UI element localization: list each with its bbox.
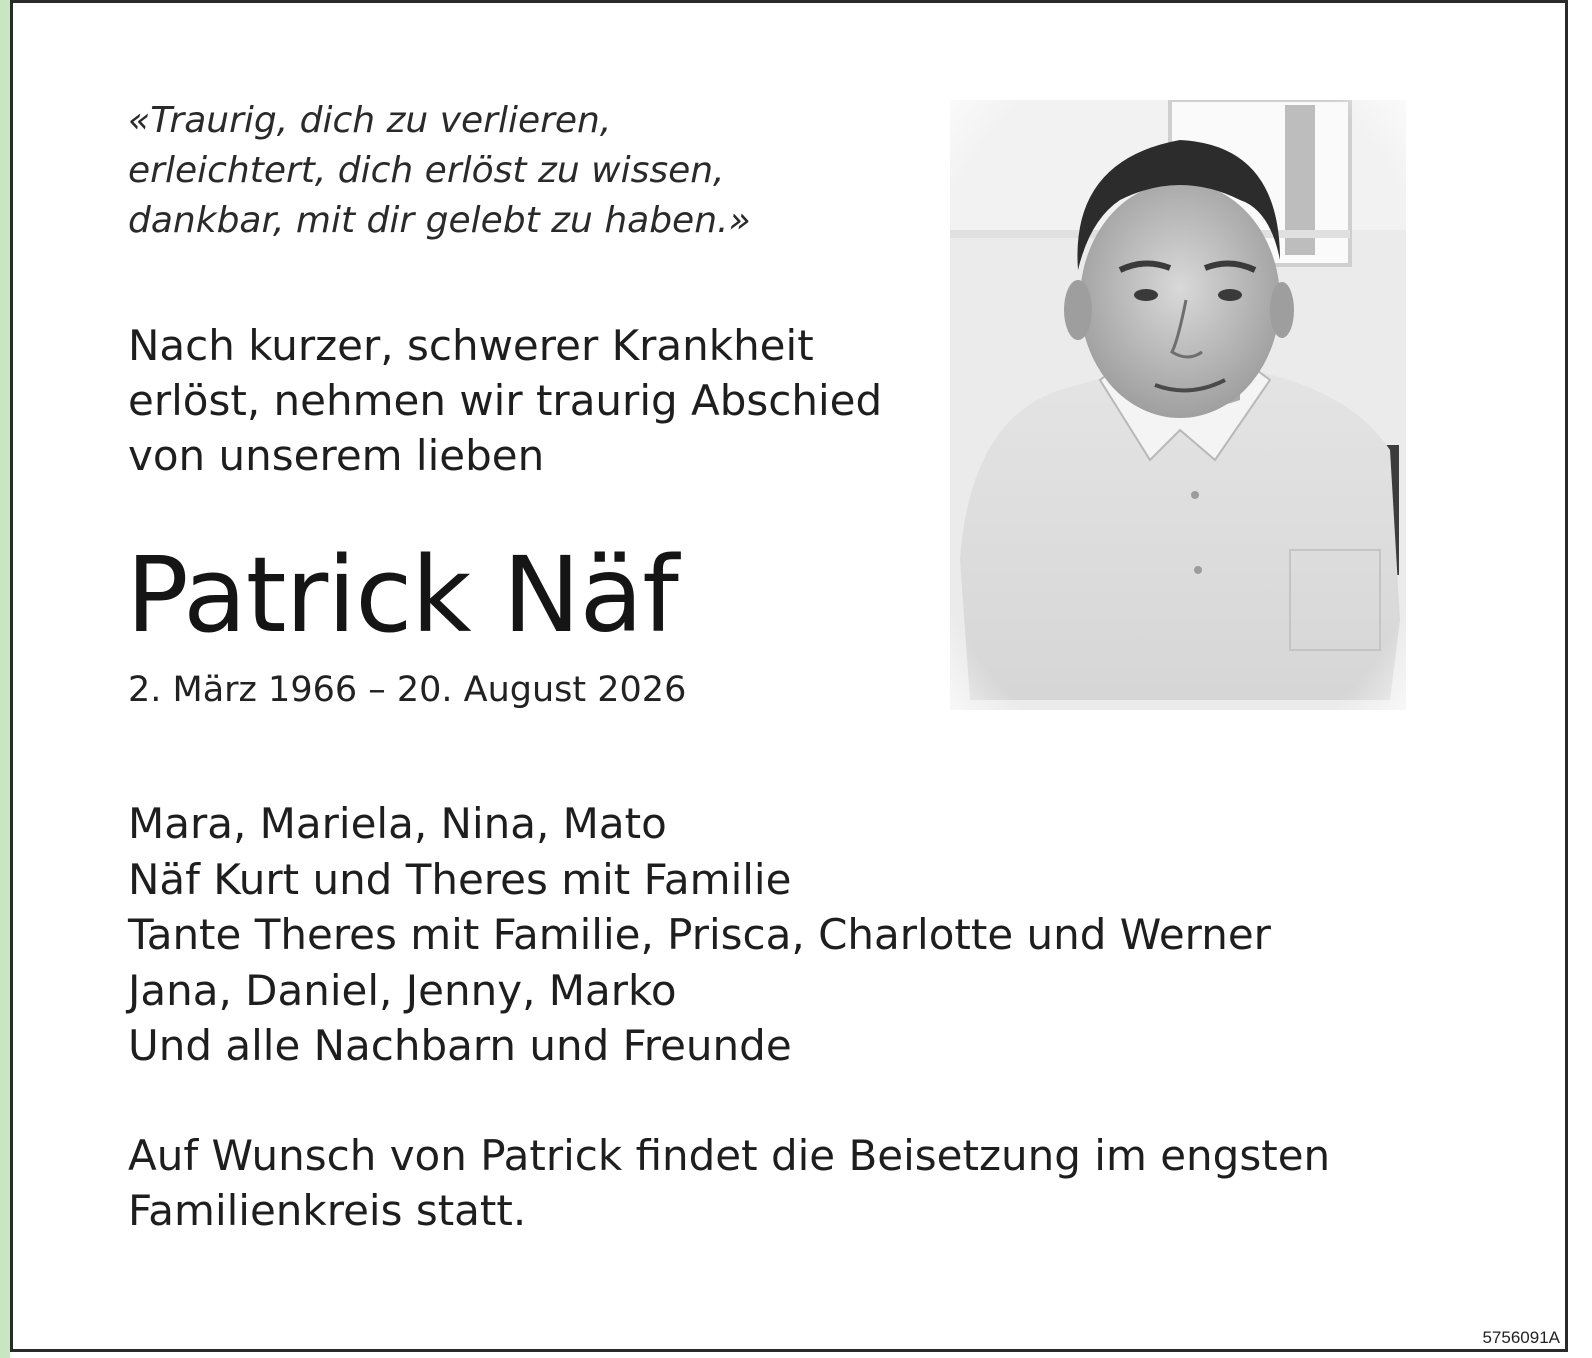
notice-line: Auf Wunsch von Patrick findet die Beisetzung im engsten	[128, 1131, 1331, 1180]
left-color-strip	[0, 0, 10, 1358]
burial-notice	[128, 1128, 1330, 1238]
quote-line: dankbar, mit dir gelebt zu haben.»	[128, 200, 751, 241]
quote-line: «Traurig, dich zu verlieren,	[128, 100, 612, 141]
mourner-line: Jana, Daniel, Jenny, Marko	[128, 965, 677, 1015]
deceased-name: Patrick Näf	[126, 534, 678, 656]
notice-line: Familienkreis statt.	[128, 1186, 527, 1235]
intro-line: erlöst, nehmen wir traurig Abschied	[128, 376, 883, 425]
life-dates: 2. März 1966 – 20. August 2026	[128, 670, 687, 710]
intro-line: von unserem lieben	[128, 431, 545, 480]
mourner-line: Tante Theres mit Familie, Prisca, Charlotte und Werner	[128, 910, 1271, 959]
memorial-quote	[128, 96, 751, 246]
mourner-line: Und alle Nachbarn und Freunde	[128, 1021, 792, 1070]
intro-text	[128, 318, 882, 483]
mourner-line: Näf Kurt und Theres mit Familie	[128, 854, 792, 904]
quote-line: erleichtert, dich erlöst zu wissen,	[128, 150, 725, 191]
mourner-line: Mara, Mariela, Nina, Mato	[128, 799, 667, 848]
reference-number: 5756091A	[1482, 1328, 1560, 1347]
portrait-photo	[950, 100, 1406, 710]
mourners-list	[128, 796, 1271, 1074]
intro-line: Nach kurzer, schwerer Krankheit	[128, 321, 814, 370]
